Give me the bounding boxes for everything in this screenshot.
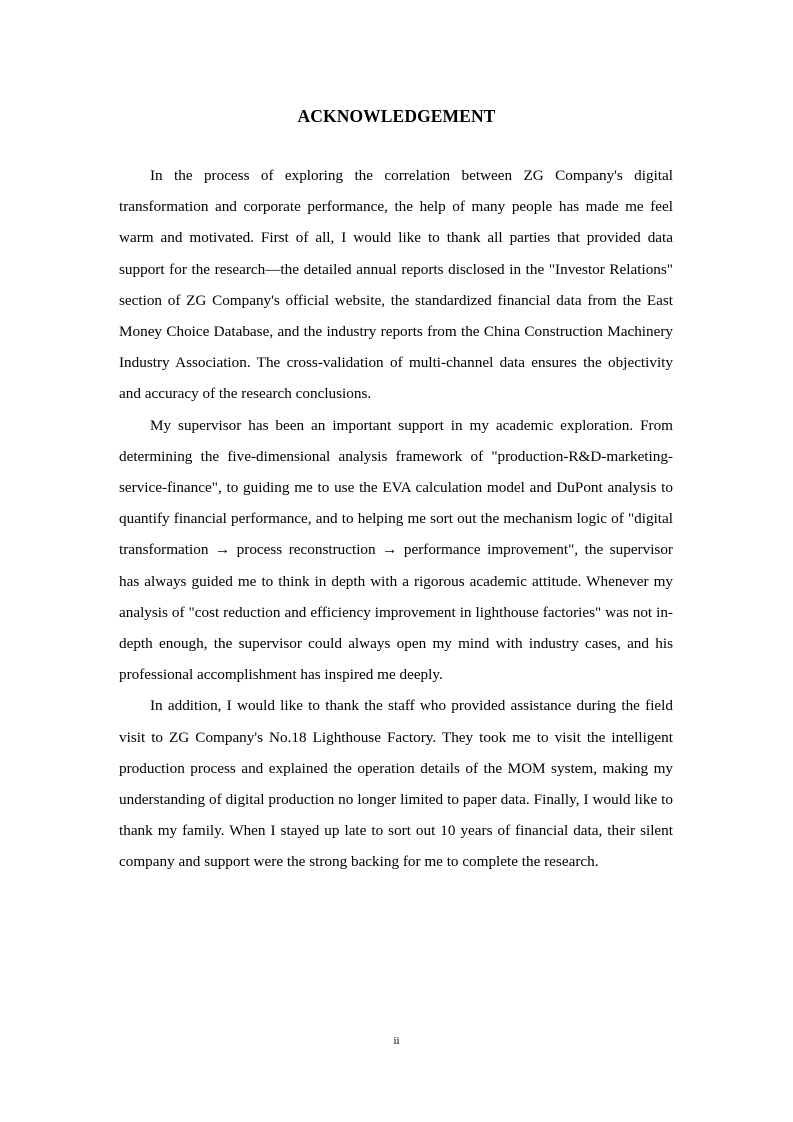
paragraph-staff-family: In addition, I would like to thank the staff who provided assistance during the field visit to ZG Company's No.18 Lighthouse Factory. They took me to visit the intelligent production process and explained the operation details of the MOM system, making my understanding of digital production no longer limited to paper data. Finally, I would like to thank my family. When I stayed up late to sort out 10 years of financial data, their silent company and support were the strong backing for me to complete the research. (119, 697, 673, 871)
page-number: ii (393, 1035, 400, 1047)
paragraph-data-sources: In the process of exploring the correlation between ZG Company's digital transformation and corporate performance, the help of many people has made me feel warm and motivated. First of all, I would like to thank all parties that provided data support for the research—the detailed annual reports disclosed in the "Investor Relations" section of ZG Company's official website, the standardized financial data from the East Money Choice Database, and the industry reports from the China Construction Machinery Industry Association. The cross-validation of multi-channel data ensures the objectivity and accuracy of the research conclusions. (119, 167, 673, 403)
page-title: ACKNOWLEDGEMENT (297, 106, 496, 126)
acknowledgement-body (119, 160, 673, 878)
paragraph-supervisor: My supervisor has been an important support in my academic exploration. From determining the five-dimensional analysis framework of "production-R&D-marketing-service-finance", to guiding me to use the EVA calculation model and DuPont analysis to quantify financial performance, and to helping me sort out the mechanism logic of "digital transformation → process reconstruction → performance improvement", the supervisor has always guided me to think in depth with a rigorous academic attitude. Whenever my analysis of "cost reduction and efficiency improvement in lighthouse factories" was not in-depth enough, the supervisor could always open my mind with industry cases, and his professional accomplishment has inspired me deeply. (119, 416, 673, 684)
